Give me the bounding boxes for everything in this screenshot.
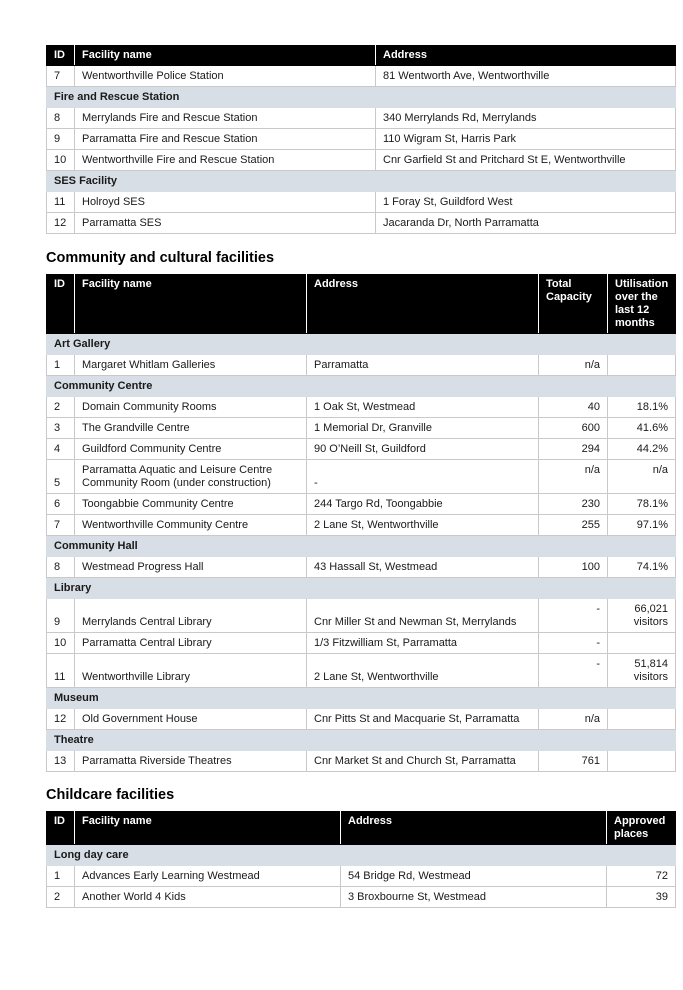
cell-total-capacity: 600: [539, 418, 608, 439]
cell-id: 3: [47, 418, 75, 439]
cell-address: Cnr Pitts St and Macquarie St, Parramatta: [307, 709, 539, 730]
cell-address: Cnr Garfield St and Pritchard St E, Wentworthville: [376, 150, 676, 171]
cell-address: 340 Merrylands Rd, Merrylands: [376, 108, 676, 129]
category-blank-cell: [608, 730, 676, 751]
cell-approved-places: 39: [607, 887, 676, 908]
category-blank-cell: [608, 536, 676, 557]
cell-address: Parramatta: [307, 355, 539, 376]
category-row: [47, 334, 676, 355]
table-row: [47, 192, 676, 213]
cell-utilisation: 78.1%: [608, 494, 676, 515]
cell-address: 90 O’Neill St, Guildford: [307, 439, 539, 460]
cell-id: 13: [47, 751, 75, 772]
category-row: [47, 730, 676, 751]
category-row: [47, 688, 676, 709]
cell-id: 7: [47, 66, 75, 87]
category-label: Theatre: [47, 730, 608, 751]
cell-approved-places: 72: [607, 866, 676, 887]
cell-address: 1 Memorial Dr, Granville: [307, 418, 539, 439]
category-label: Museum: [47, 688, 608, 709]
cell-facility-name: Toongabbie Community Centre: [75, 494, 307, 515]
cell-utilisation: 66,021 visitors: [608, 599, 676, 633]
cell-address: 81 Wentworth Ave, Wentworthville: [376, 66, 676, 87]
cell-address: -: [307, 460, 539, 494]
cell-address: 110 Wigram St, Harris Park: [376, 129, 676, 150]
cell-id: 10: [47, 150, 75, 171]
col-header-address: Address: [376, 46, 676, 66]
cell-utilisation: 74.1%: [608, 557, 676, 578]
cell-id: 12: [47, 213, 75, 234]
category-row: [47, 87, 676, 108]
table-row: [47, 557, 676, 578]
col-header-address: Address: [307, 275, 539, 334]
table-row: [47, 150, 676, 171]
category-row: [47, 171, 676, 192]
table-row: [47, 515, 676, 536]
community-facilities-table: [46, 274, 676, 772]
col-header-id: ID: [47, 46, 75, 66]
cell-utilisation: 41.6%: [608, 418, 676, 439]
cell-utilisation: [608, 751, 676, 772]
table-row: [47, 397, 676, 418]
cell-address: 54 Bridge Rd, Westmead: [341, 866, 607, 887]
table-row: [47, 213, 676, 234]
cell-facility-name: Parramatta Riverside Theatres: [75, 751, 307, 772]
community-section-heading: Community and cultural facilities: [46, 250, 275, 266]
col-header-address: Address: [341, 812, 607, 845]
cell-total-capacity: n/a: [539, 460, 608, 494]
col-header-total-capacity: Total Capacity: [539, 275, 608, 334]
cell-facility-name: Wentworthville Police Station: [75, 66, 376, 87]
category-label: Library: [47, 578, 608, 599]
cell-id: 2: [47, 887, 75, 908]
cell-id: 4: [47, 439, 75, 460]
category-label: Art Gallery: [47, 334, 608, 355]
table-row: [47, 887, 676, 908]
cell-total-capacity: 294: [539, 439, 608, 460]
cell-address: 2 Lane St, Wentworthville: [307, 515, 539, 536]
cell-id: 5: [47, 460, 75, 494]
cell-facility-name: Westmead Progress Hall: [75, 557, 307, 578]
category-row: [47, 845, 676, 866]
category-row: [47, 536, 676, 557]
table-row: [47, 439, 676, 460]
cell-utilisation: [608, 633, 676, 654]
cell-address: 3 Broxbourne St, Westmead: [341, 887, 607, 908]
category-blank-cell: [608, 578, 676, 599]
cell-address: 1/3 Fitzwilliam St, Parramatta: [307, 633, 539, 654]
cell-facility-name: Another World 4 Kids: [75, 887, 341, 908]
cell-facility-name: Wentworthville Fire and Rescue Station: [75, 150, 376, 171]
cell-id: 12: [47, 709, 75, 730]
cell-total-capacity: -: [539, 599, 608, 633]
cell-address: Jacaranda Dr, North Parramatta: [376, 213, 676, 234]
cell-id: 2: [47, 397, 75, 418]
table-row: [47, 654, 676, 688]
cell-facility-name: Parramatta SES: [75, 213, 376, 234]
cell-address: 43 Hassall St, Westmead: [307, 557, 539, 578]
cell-total-capacity: 761: [539, 751, 608, 772]
category-row: [47, 376, 676, 397]
cell-id: 11: [47, 654, 75, 688]
table-row: [47, 108, 676, 129]
table-row: [47, 599, 676, 633]
cell-id: 8: [47, 557, 75, 578]
cell-total-capacity: n/a: [539, 355, 608, 376]
category-blank-cell: [608, 334, 676, 355]
table-row: [47, 418, 676, 439]
category-blank-cell: [608, 376, 676, 397]
cell-utilisation: 18.1%: [608, 397, 676, 418]
table-row: [47, 709, 676, 730]
cell-utilisation: 51,814 visitors: [608, 654, 676, 688]
cell-facility-name: Parramatta Central Library: [75, 633, 307, 654]
table-row: [47, 355, 676, 376]
cell-utilisation: n/a: [608, 460, 676, 494]
cell-facility-name: Holroyd SES: [75, 192, 376, 213]
table-row: [47, 866, 676, 887]
table-row: [47, 494, 676, 515]
cell-address: Cnr Miller St and Newman St, Merrylands: [307, 599, 539, 633]
cell-utilisation: 97.1%: [608, 515, 676, 536]
cell-facility-name: Advances Early Learning Westmead: [75, 866, 341, 887]
category-row: [47, 578, 676, 599]
table-row: [47, 633, 676, 654]
cell-facility-name: Merrylands Fire and Rescue Station: [75, 108, 376, 129]
category-label: Fire and Rescue Station: [47, 87, 676, 108]
childcare-facilities-table: [46, 811, 676, 908]
cell-facility-name: Parramatta Aquatic and Leisure Centre Community Room (under construction): [75, 460, 307, 494]
cell-facility-name: Margaret Whitlam Galleries: [75, 355, 307, 376]
col-header-id: ID: [47, 812, 75, 845]
table-row: [47, 460, 676, 494]
cell-address: Cnr Market St and Church St, Parramatta: [307, 751, 539, 772]
cell-facility-name: The Grandville Centre: [75, 418, 307, 439]
category-label: Long day care: [47, 845, 607, 866]
cell-facility-name: Guildford Community Centre: [75, 439, 307, 460]
cell-total-capacity: -: [539, 633, 608, 654]
cell-facility-name: Old Government House: [75, 709, 307, 730]
col-header-id: ID: [47, 275, 75, 334]
cell-id: 9: [47, 599, 75, 633]
cell-id: 9: [47, 129, 75, 150]
cell-id: 1: [47, 355, 75, 376]
cell-address: 1 Foray St, Guildford West: [376, 192, 676, 213]
cell-total-capacity: 230: [539, 494, 608, 515]
cell-facility-name: Parramatta Fire and Rescue Station: [75, 129, 376, 150]
cell-id: 1: [47, 866, 75, 887]
col-header-approved-places: Approved places: [607, 812, 676, 845]
cell-facility-name: Wentworthville Community Centre: [75, 515, 307, 536]
cell-total-capacity: 100: [539, 557, 608, 578]
category-label: SES Facility: [47, 171, 676, 192]
cell-id: 7: [47, 515, 75, 536]
cell-facility-name: Domain Community Rooms: [75, 397, 307, 418]
cell-address: 2 Lane St, Wentworthville: [307, 654, 539, 688]
col-header-utilisation: Utilisation over the last 12 months: [608, 275, 676, 334]
cell-address: 1 Oak St, Westmead: [307, 397, 539, 418]
cell-total-capacity: n/a: [539, 709, 608, 730]
table-row: [47, 129, 676, 150]
cell-utilisation: 44.2%: [608, 439, 676, 460]
category-label: Community Centre: [47, 376, 608, 397]
cell-total-capacity: 40: [539, 397, 608, 418]
cell-id: 10: [47, 633, 75, 654]
category-blank-cell: [607, 845, 676, 866]
cell-total-capacity: -: [539, 654, 608, 688]
childcare-section-heading: Childcare facilities: [46, 787, 175, 803]
col-header-facility-name: Facility name: [75, 812, 341, 845]
category-blank-cell: [608, 688, 676, 709]
cell-utilisation: [608, 355, 676, 376]
cell-id: 8: [47, 108, 75, 129]
col-header-facility-name: Facility name: [75, 275, 307, 334]
table-row: [47, 66, 676, 87]
col-header-facility-name: Facility name: [75, 46, 376, 66]
cell-id: 6: [47, 494, 75, 515]
cell-utilisation: [608, 709, 676, 730]
cell-facility-name: Wentworthville Library: [75, 654, 307, 688]
cell-facility-name: Merrylands Central Library: [75, 599, 307, 633]
emergency-facilities-table: [46, 45, 676, 234]
cell-address: 244 Targo Rd, Toongabbie: [307, 494, 539, 515]
cell-total-capacity: 255: [539, 515, 608, 536]
category-label: Community Hall: [47, 536, 608, 557]
table-row: [47, 751, 676, 772]
cell-id: 11: [47, 192, 75, 213]
